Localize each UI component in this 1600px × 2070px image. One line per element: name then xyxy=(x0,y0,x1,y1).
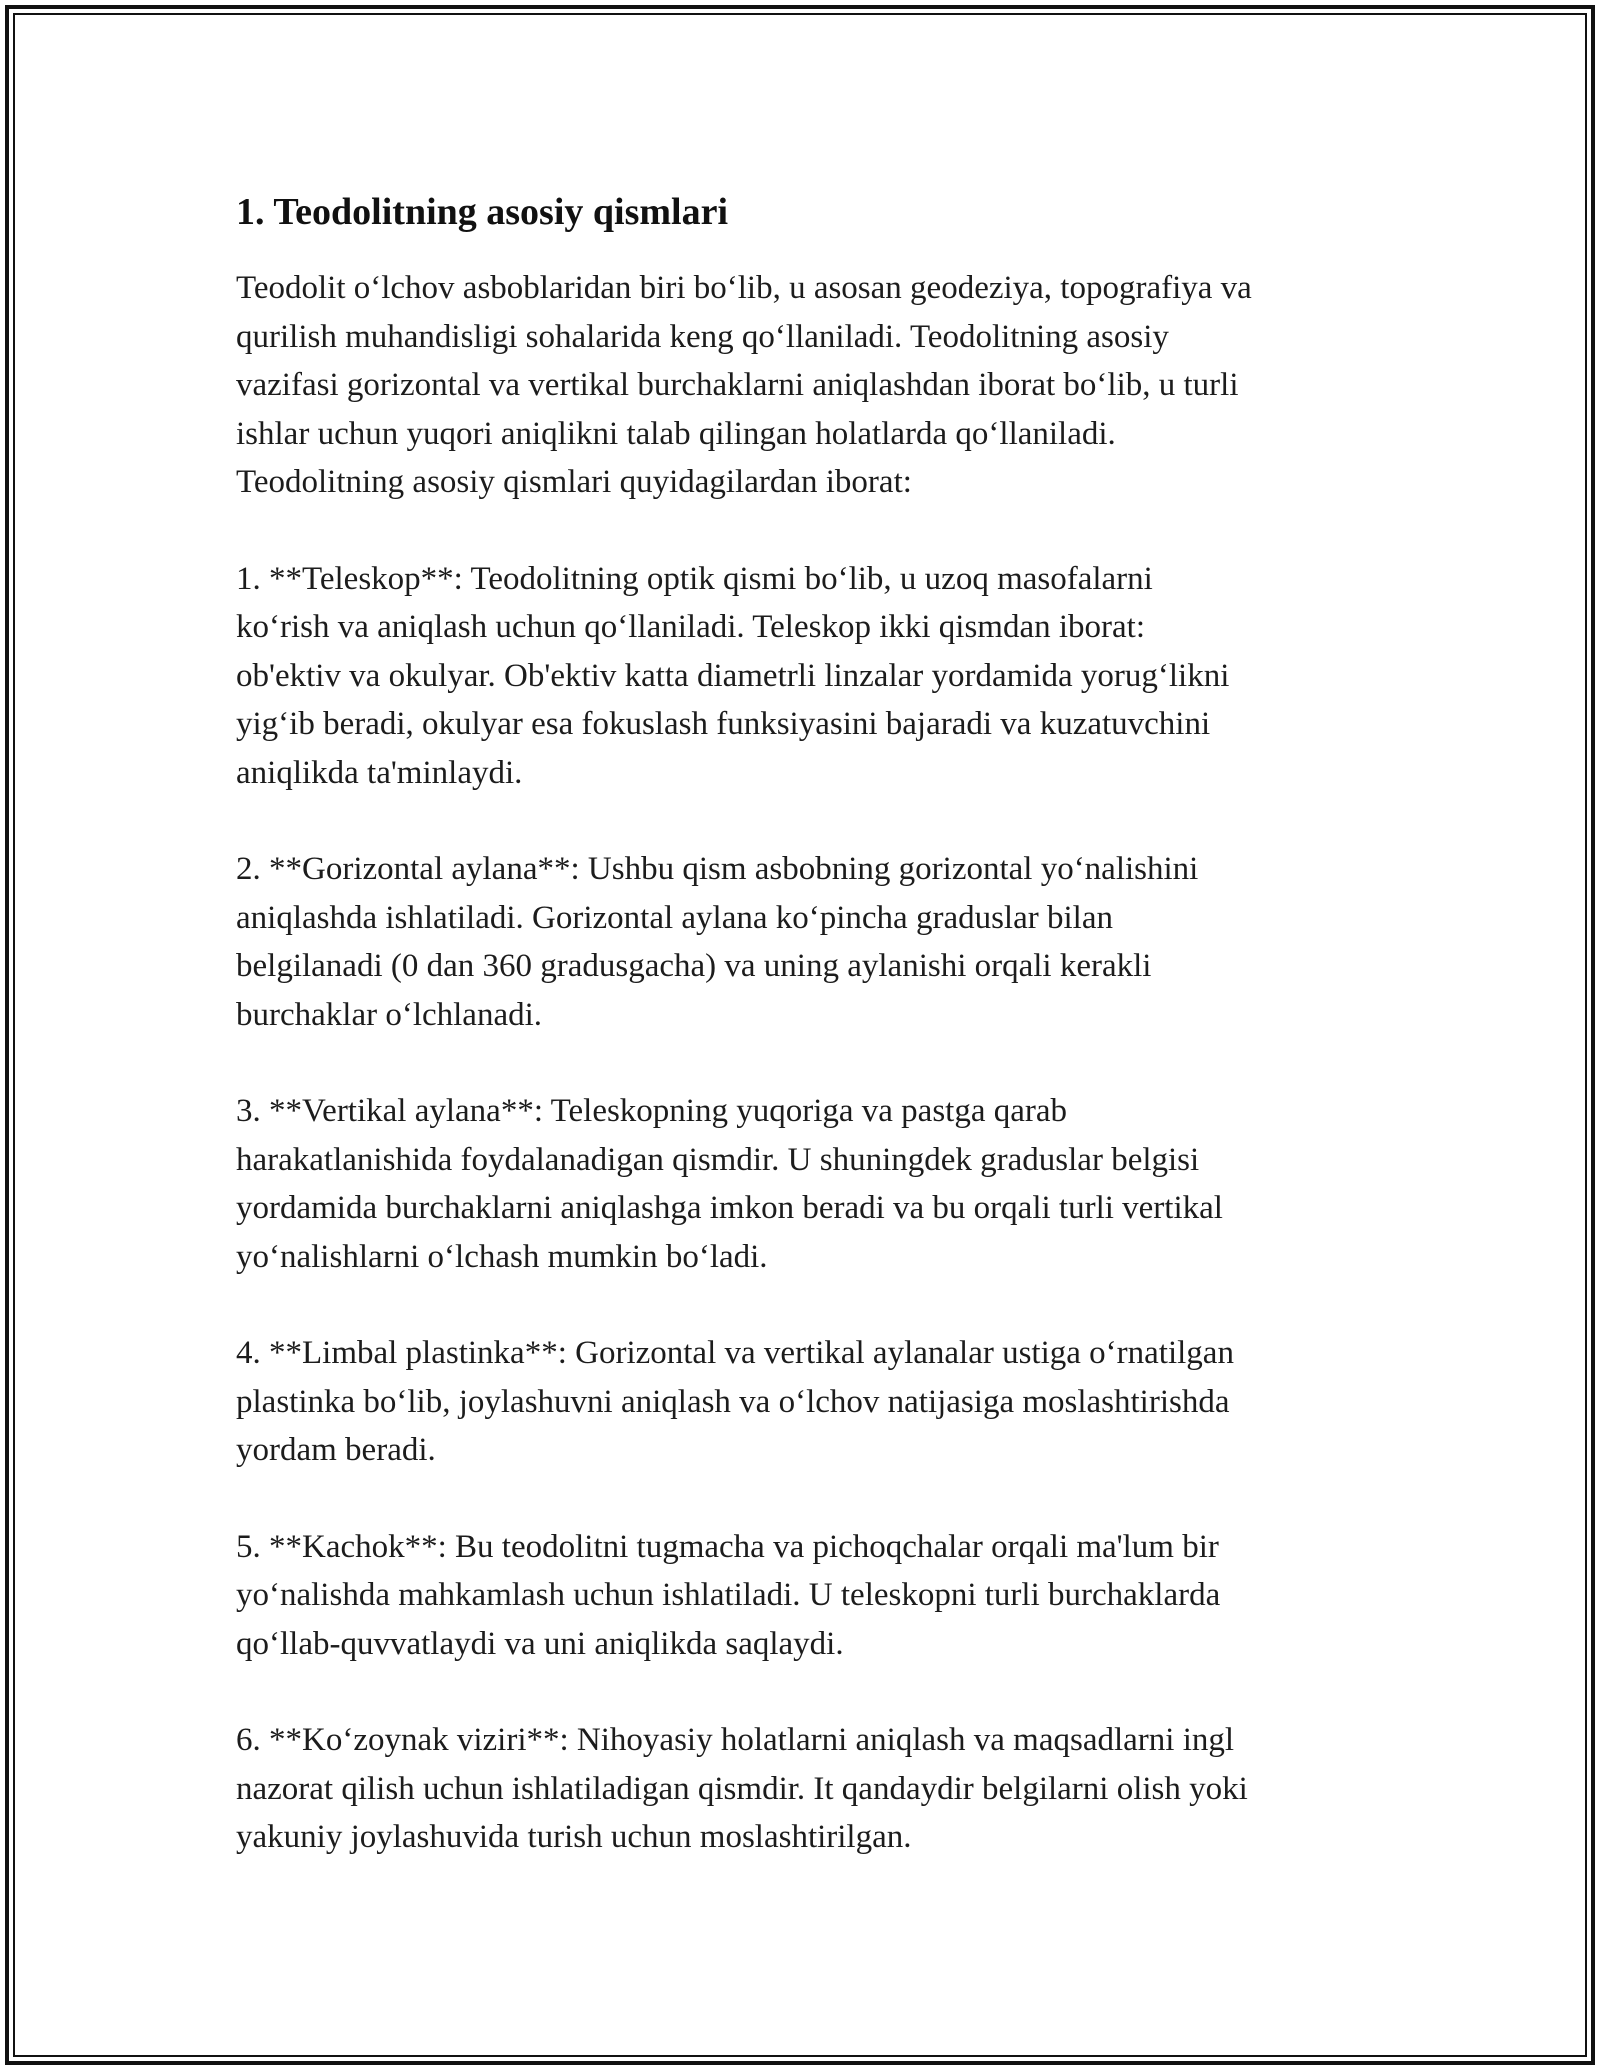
list-item-kozoynak-viziri: 6. **Ko‘zoynak viziri**: Nihoyasiy holatlarni aniqlash va maqsadlarni ingl nazorat qilish uchun ishlatiladigan qismdir. It qandaydir belgilarni olish yoki yakuniy joylashuvida turish uchun moslashtirilgan. xyxy=(236,1722,1248,1855)
list-item-limbal-plastinka: 4. **Limbal plastinka**: Gorizontal va vertikal aylanalar ustiga o‘rnatilgan plastinka bo‘lib, joylashuvni aniqlash va o‘lchov natijasiga moslashtirishda yordam beradi. xyxy=(236,1335,1234,1468)
list-item-gorizontal-aylana: 2. **Gorizontal aylana**: Ushbu qism asbobning gorizontal yo‘nalishini aniqlashda ishlatiladi. Gorizontal aylana ko‘pincha graduslar bilan belgilanadi (0 dan 360 gradusgacha) va uning aylanishi orqali kerakli burchaklar o‘lchlanadi. xyxy=(236,851,1199,1033)
list-item-teleskop: 1. **Teleskop**: Teodolitning optik qismi bo‘lib, u uzoq masofalarni ko‘rish va aniqlash uchun qo‘llaniladi. Teleskop ikki qismdan iborat: ob'ektiv va okulyar. Ob'ektiv katta diametrli linzalar yordamida yorug‘likni yig‘ib beradi, okulyar esa fokuslash funksiyasini bajaradi va kuzatuvchini aniqlikda ta'minlaydi. xyxy=(236,560,1230,791)
document-body xyxy=(236,186,1396,1910)
list-item-kachok: 5. **Kachok**: Bu teodolitni tugmacha va pichoqchalar orqali ma'lum bir yo‘nalishda mahkamlash uchun ishlatiladi. U teleskopni turli burchaklarda qo‘llab-quvvatlaydi va uni aniqlikda saqlaydi. xyxy=(236,1528,1221,1662)
section-heading: 1. Teodolitning asosiy qismlari xyxy=(236,191,729,233)
list-item-vertikal-aylana: 3. **Vertikal aylana**: Teleskopning yuqoriga va pastga qarab harakatlanishida foydalanadigan qismdir. U shuningdek graduslar belgisi yordamida burchaklarni aniqlashga imkon beradi va bu orqali turli vertikal yo‘nalishlarni o‘lchash mumkin bo‘ladi. xyxy=(236,1093,1223,1275)
intro-paragraph: Teodolit o‘lchov asboblaridan biri bo‘lib, u asosan geodeziya, topografiya va qurilish muhandisligi sohalarida keng qo‘llaniladi. Teodolitning asosiy vazifasi gorizontal va vertikal burchaklarni aniqlashdan iborat bo‘lib, u turli ishlar uchun yuqori aniqlikni talab qilingan holatlarda qo‘llaniladi. Teodolitning asosiy qismlari quyidagilardan iborat: xyxy=(236,270,1252,500)
